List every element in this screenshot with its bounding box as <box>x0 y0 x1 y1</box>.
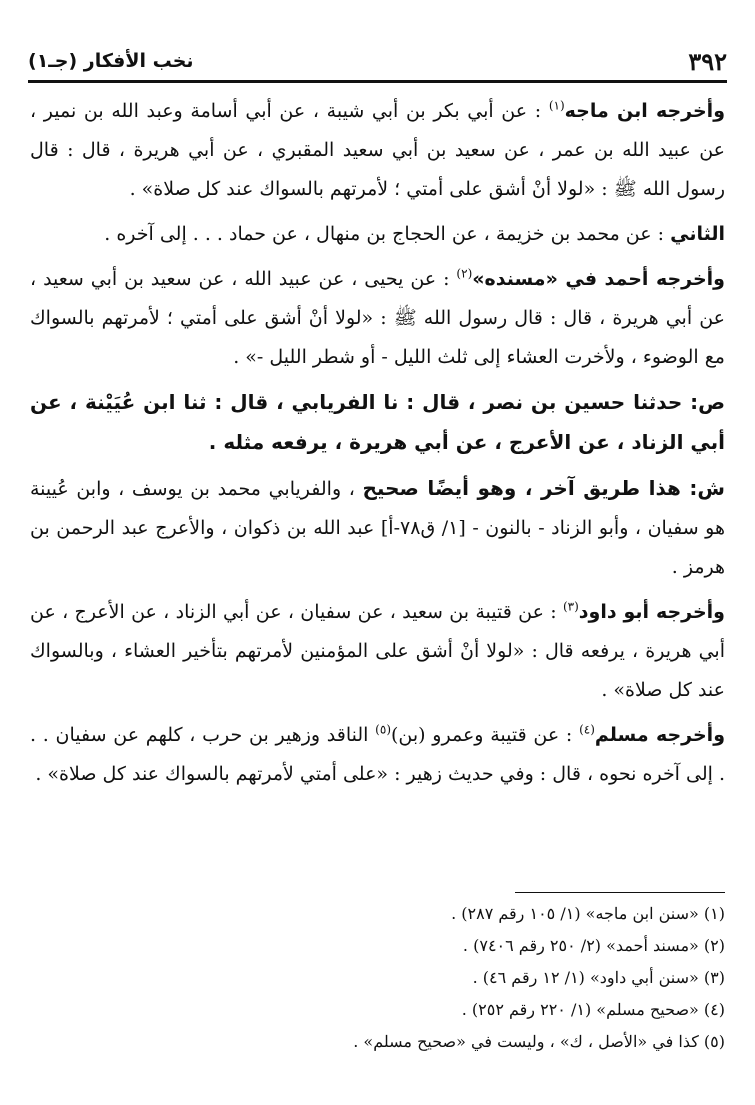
footnote-ref: (٥) <box>375 722 391 737</box>
paragraph-lead: ش: هذا طريق آخر ، وهو أيضًا صحيح <box>362 476 725 500</box>
paragraph-text: : عن يحيى ، عن عبيد الله ، عن سعيد بن أبي سعيد ، عن أبي هريرة ، قال : قال رسول الله ﷺ : «لولا أنْ أشق على أمتي ؛ لأمرتهم بالسواك مع الوضوء ، ولأخرت العشاء إلى ثلث الليل - أو شطر الليل -» . <box>30 268 725 368</box>
main-text <box>30 92 725 800</box>
paragraph-lead: وأخرجه ابن ماجه <box>564 100 725 122</box>
paragraph-ahmad <box>30 260 725 377</box>
paragraph-second <box>30 215 725 254</box>
paragraph-text: الناقد وزهير بن حرب ، كلهم عن سفيان . . . إلى آخره نحوه ، قال : وفي حديث زهير : «على أمتي لأمرتهم بالسواك عند كل صلاة» . <box>30 724 725 785</box>
paragraph-text: ص: حدثنا حسين بن نصر ، قال : نا الفريابي ، قال : ثنا ابن عُيَيْنة ، عن أبي الزناد ، عن الأعرج ، عن أبي هريرة ، يرفعه مثله . <box>30 390 725 454</box>
paragraph-abu-dawud <box>30 593 725 710</box>
paragraph-lead: الثاني <box>670 223 725 245</box>
footnote-item: (٣) «سنن أبي داود» (١/ ١٢ رقم ٤٦) . <box>472 968 725 987</box>
paragraph-muslim <box>30 716 725 794</box>
paragraph-ibn-majah <box>30 92 725 209</box>
paragraph-text: ، والفريابي محمد بن يوسف ، وابن عُيينة هو سفيان ، وأبو الزناد - بالنون - [١/ ق٧٨-أ] عبد الله بن ذكوان ، والأعرج عبد الرحمن بن هرمز . <box>30 478 726 578</box>
page-header <box>28 44 727 78</box>
footnote-ref: (٤) <box>579 722 595 737</box>
footnote-ref: (٣) <box>562 599 579 614</box>
footnote-item: (٤) «صحيح مسلم» (١/ ٢٢٠ رقم ٢٥٢) . <box>461 1000 725 1019</box>
page-number: ٣٩٢ <box>688 46 727 76</box>
paragraph-lead: وأخرجه أبو داود <box>578 601 725 623</box>
running-title: نخب الأفكار (جـ١) <box>28 50 194 72</box>
paragraph-text: : عن قتيبة وعمرو (بن) <box>391 724 573 746</box>
paragraph-text: : عن محمد بن خزيمة ، عن الحجاج بن منهال ، عن حماد . . . إلى آخره . <box>104 223 665 245</box>
paragraph-shin <box>30 469 725 587</box>
footnote-ref: (١) <box>548 98 565 113</box>
footnote-item: (٢) «مسند أحمد» (٢/ ٢٥٠ رقم ٧٤٠٦) . <box>462 936 725 955</box>
header-rule <box>28 80 727 83</box>
paragraph-text: : عن أبي بكر بن أبي شيبة ، عن أبي أسامة وعبد الله بن نمير ، عن عبيد الله بن عمر ، عن سعيد بن أبي سعيد المقبري ، عن أبي هريرة ، قال : قال رسول الله ﷺ : «لولا أنْ أشق على أمتي ؛ لأمرتهم بالسواك عند كل صلاة» . <box>30 100 725 200</box>
footnote-ref: (٢) <box>456 266 473 281</box>
paragraph-lead: وأخرجه مسلم <box>594 724 725 746</box>
footnote-rule <box>515 892 725 893</box>
paragraph-text: : عن قتيبة بن سعيد ، عن سفيان ، عن أبي الزناد ، عن الأعرج ، عن أبي هريرة ، يرفعه قال : «لولا أنْ أشق على المؤمنين لأمرتهم بتأخير العشاء ، وبالسواك عند كل صلاة» . <box>30 601 725 701</box>
footnote-item: (١) «سنن ابن ماجه» (١/ ١٠٥ رقم ٢٨٧) . <box>451 904 725 923</box>
paragraph-sad <box>30 383 725 463</box>
paragraph-lead: وأخرجه أحمد في «مسنده» <box>472 268 725 290</box>
footnotes <box>30 898 725 1058</box>
footnote-item: (٥) كذا في «الأصل ، ك» ، وليست في «صحيح مسلم» . <box>353 1032 725 1051</box>
